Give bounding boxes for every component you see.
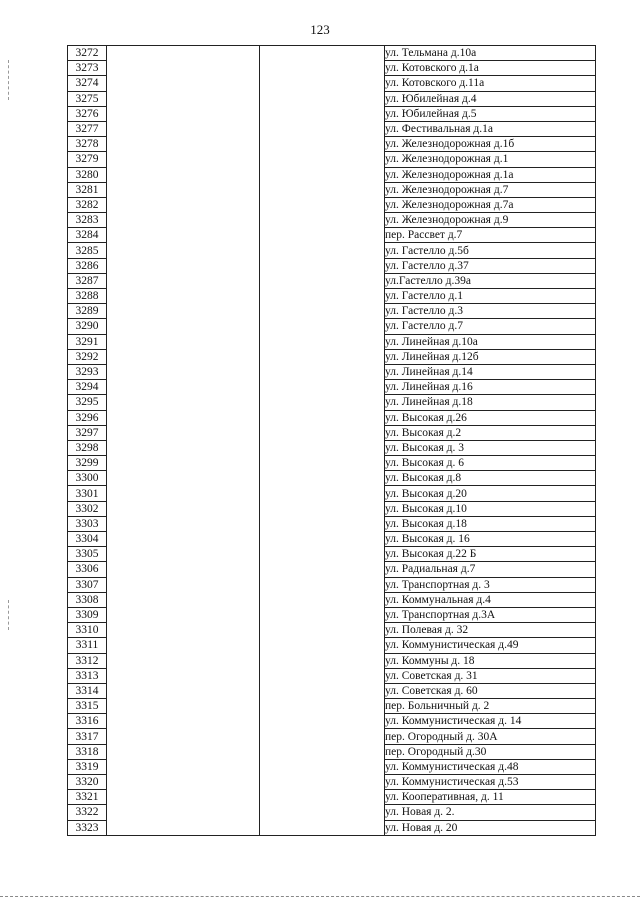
address-cell: ул. Радиальная д.7 bbox=[385, 562, 596, 577]
row-number: 3301 bbox=[68, 486, 107, 501]
row-number: 3297 bbox=[68, 425, 107, 440]
row-number: 3274 bbox=[68, 76, 107, 91]
empty-cell bbox=[107, 273, 260, 288]
empty-cell bbox=[107, 228, 260, 243]
empty-cell bbox=[260, 137, 385, 152]
empty-cell bbox=[107, 638, 260, 653]
empty-cell bbox=[107, 516, 260, 531]
address-cell: ул. Фестивальная д.1а bbox=[385, 121, 596, 136]
address-cell: ул. Высокая д.2 bbox=[385, 425, 596, 440]
empty-cell bbox=[260, 623, 385, 638]
table-row bbox=[68, 456, 596, 471]
row-number: 3280 bbox=[68, 167, 107, 182]
address-cell: ул. Кооперативная, д. 11 bbox=[385, 790, 596, 805]
empty-cell bbox=[260, 182, 385, 197]
empty-cell bbox=[260, 471, 385, 486]
empty-cell bbox=[260, 562, 385, 577]
empty-cell bbox=[107, 577, 260, 592]
table-row bbox=[68, 532, 596, 547]
address-cell: ул. Высокая д.20 bbox=[385, 486, 596, 501]
address-cell: ул. Гастелло д.37 bbox=[385, 258, 596, 273]
table-row bbox=[68, 683, 596, 698]
row-number: 3303 bbox=[68, 516, 107, 531]
address-cell: ул. Высокая д. 16 bbox=[385, 532, 596, 547]
empty-cell bbox=[107, 425, 260, 440]
empty-cell bbox=[260, 106, 385, 121]
empty-cell bbox=[107, 820, 260, 835]
address-cell: ул. Линейная д.12б bbox=[385, 349, 596, 364]
empty-cell bbox=[260, 410, 385, 425]
row-number: 3313 bbox=[68, 668, 107, 683]
empty-cell bbox=[260, 729, 385, 744]
table-row bbox=[68, 410, 596, 425]
address-cell: ул. Юбилейная д.5 bbox=[385, 106, 596, 121]
empty-cell bbox=[260, 744, 385, 759]
empty-cell bbox=[260, 501, 385, 516]
empty-cell bbox=[260, 243, 385, 258]
row-number: 3273 bbox=[68, 61, 107, 76]
address-cell: ул. Котовского д.11а bbox=[385, 76, 596, 91]
address-cell: пер. Рассвет д.7 bbox=[385, 228, 596, 243]
table-row bbox=[68, 137, 596, 152]
address-cell: ул. Коммунальная д.4 bbox=[385, 592, 596, 607]
empty-cell bbox=[107, 152, 260, 167]
row-number: 3288 bbox=[68, 289, 107, 304]
empty-cell bbox=[260, 486, 385, 501]
empty-cell bbox=[260, 213, 385, 228]
table-row bbox=[68, 440, 596, 455]
empty-cell bbox=[260, 714, 385, 729]
empty-cell bbox=[107, 61, 260, 76]
table-row bbox=[68, 623, 596, 638]
empty-cell bbox=[107, 775, 260, 790]
empty-cell bbox=[260, 289, 385, 304]
address-cell: ул. Юбилейная д.4 bbox=[385, 91, 596, 106]
table-row bbox=[68, 91, 596, 106]
table-row bbox=[68, 46, 596, 61]
table-row bbox=[68, 562, 596, 577]
table-row bbox=[68, 547, 596, 562]
table-row bbox=[68, 182, 596, 197]
empty-cell bbox=[260, 440, 385, 455]
empty-cell bbox=[260, 668, 385, 683]
row-number: 3293 bbox=[68, 364, 107, 379]
empty-cell bbox=[260, 805, 385, 820]
row-number: 3272 bbox=[68, 46, 107, 61]
empty-cell bbox=[107, 121, 260, 136]
address-cell: ул. Железнодорожная д.1б bbox=[385, 137, 596, 152]
empty-cell bbox=[107, 759, 260, 774]
address-cell: ул. Линейная д.14 bbox=[385, 364, 596, 379]
table-row bbox=[68, 775, 596, 790]
row-number: 3323 bbox=[68, 820, 107, 835]
scan-footer-line bbox=[0, 896, 640, 897]
empty-cell bbox=[260, 638, 385, 653]
empty-cell bbox=[107, 349, 260, 364]
empty-cell bbox=[107, 46, 260, 61]
address-cell: ул. Линейная д.18 bbox=[385, 395, 596, 410]
empty-cell bbox=[107, 289, 260, 304]
row-number: 3298 bbox=[68, 440, 107, 455]
table-row bbox=[68, 258, 596, 273]
row-number: 3305 bbox=[68, 547, 107, 562]
table-row bbox=[68, 471, 596, 486]
row-number: 3316 bbox=[68, 714, 107, 729]
row-number: 3315 bbox=[68, 699, 107, 714]
address-cell: ул. Железнодорожная д.7а bbox=[385, 197, 596, 212]
empty-cell bbox=[260, 425, 385, 440]
address-cell: ул. Высокая д.22 Б bbox=[385, 547, 596, 562]
empty-cell bbox=[107, 623, 260, 638]
address-cell: ул. Высокая д. 3 bbox=[385, 440, 596, 455]
table-row bbox=[68, 501, 596, 516]
row-number: 3283 bbox=[68, 213, 107, 228]
empty-cell bbox=[260, 790, 385, 805]
table-row bbox=[68, 699, 596, 714]
row-number: 3308 bbox=[68, 592, 107, 607]
table-row bbox=[68, 364, 596, 379]
empty-cell bbox=[260, 820, 385, 835]
empty-cell bbox=[107, 501, 260, 516]
address-cell: ул. Гастелло д.7 bbox=[385, 319, 596, 334]
empty-cell bbox=[107, 653, 260, 668]
empty-cell bbox=[260, 334, 385, 349]
table-row bbox=[68, 805, 596, 820]
row-number: 3312 bbox=[68, 653, 107, 668]
empty-cell bbox=[260, 319, 385, 334]
address-cell: пер. Огородный д. 30А bbox=[385, 729, 596, 744]
row-number: 3277 bbox=[68, 121, 107, 136]
scan-margin-mark bbox=[8, 600, 10, 630]
empty-cell bbox=[260, 456, 385, 471]
empty-cell bbox=[107, 607, 260, 622]
table-row bbox=[68, 380, 596, 395]
scan-margin-mark bbox=[8, 60, 10, 100]
row-number: 3321 bbox=[68, 790, 107, 805]
row-number: 3311 bbox=[68, 638, 107, 653]
empty-cell bbox=[260, 547, 385, 562]
table-row bbox=[68, 744, 596, 759]
row-number: 3276 bbox=[68, 106, 107, 121]
address-cell: ул. Новая д. 2. bbox=[385, 805, 596, 820]
address-cell: ул. Высокая д.8 bbox=[385, 471, 596, 486]
empty-cell bbox=[260, 395, 385, 410]
empty-cell bbox=[107, 456, 260, 471]
row-number: 3318 bbox=[68, 744, 107, 759]
empty-cell bbox=[260, 577, 385, 592]
address-cell: ул. Советская д. 60 bbox=[385, 683, 596, 698]
row-number: 3317 bbox=[68, 729, 107, 744]
address-cell: ул. Железнодорожная д.1а bbox=[385, 167, 596, 182]
empty-cell bbox=[107, 729, 260, 744]
empty-cell bbox=[260, 121, 385, 136]
table-row bbox=[68, 395, 596, 410]
table-row bbox=[68, 106, 596, 121]
address-cell: ул. Советская д. 31 bbox=[385, 668, 596, 683]
empty-cell bbox=[260, 228, 385, 243]
address-cell: ул. Полевая д. 32 bbox=[385, 623, 596, 638]
empty-cell bbox=[107, 91, 260, 106]
empty-cell bbox=[260, 516, 385, 531]
empty-cell bbox=[260, 76, 385, 91]
empty-cell bbox=[260, 759, 385, 774]
table-row bbox=[68, 243, 596, 258]
row-number: 3289 bbox=[68, 304, 107, 319]
address-cell: ул. Высокая д.10 bbox=[385, 501, 596, 516]
address-cell: ул. Высокая д.18 bbox=[385, 516, 596, 531]
row-number: 3275 bbox=[68, 91, 107, 106]
empty-cell bbox=[107, 532, 260, 547]
address-cell: ул. Линейная д.10а bbox=[385, 334, 596, 349]
empty-cell bbox=[107, 380, 260, 395]
empty-cell bbox=[260, 683, 385, 698]
empty-cell bbox=[107, 319, 260, 334]
address-cell: ул. Транспортная д. 3 bbox=[385, 577, 596, 592]
address-cell: ул. Гастелло д.5б bbox=[385, 243, 596, 258]
empty-cell bbox=[107, 167, 260, 182]
address-cell: ул. Высокая д.26 bbox=[385, 410, 596, 425]
table-row bbox=[68, 577, 596, 592]
row-number: 3292 bbox=[68, 349, 107, 364]
row-number: 3302 bbox=[68, 501, 107, 516]
table-row bbox=[68, 638, 596, 653]
row-number: 3281 bbox=[68, 182, 107, 197]
empty-cell bbox=[107, 213, 260, 228]
empty-cell bbox=[107, 304, 260, 319]
empty-cell bbox=[107, 243, 260, 258]
table-row bbox=[68, 319, 596, 334]
address-cell: ул. Гастелло д.1 bbox=[385, 289, 596, 304]
row-number: 3306 bbox=[68, 562, 107, 577]
row-number: 3307 bbox=[68, 577, 107, 592]
empty-cell bbox=[107, 486, 260, 501]
empty-cell bbox=[107, 547, 260, 562]
empty-cell bbox=[260, 258, 385, 273]
table-row bbox=[68, 152, 596, 167]
table-row bbox=[68, 289, 596, 304]
address-cell: ул. Железнодорожная д.7 bbox=[385, 182, 596, 197]
empty-cell bbox=[107, 699, 260, 714]
empty-cell bbox=[107, 395, 260, 410]
row-number: 3310 bbox=[68, 623, 107, 638]
empty-cell bbox=[260, 167, 385, 182]
empty-cell bbox=[107, 258, 260, 273]
empty-cell bbox=[107, 410, 260, 425]
address-cell: ул. Новая д. 20 bbox=[385, 820, 596, 835]
empty-cell bbox=[260, 61, 385, 76]
empty-cell bbox=[107, 197, 260, 212]
address-cell: ул. Железнодорожная д.1 bbox=[385, 152, 596, 167]
empty-cell bbox=[260, 273, 385, 288]
table-row bbox=[68, 121, 596, 136]
table-row bbox=[68, 349, 596, 364]
empty-cell bbox=[107, 790, 260, 805]
empty-cell bbox=[260, 592, 385, 607]
address-table bbox=[67, 45, 596, 836]
empty-cell bbox=[107, 668, 260, 683]
empty-cell bbox=[260, 304, 385, 319]
empty-cell bbox=[107, 334, 260, 349]
row-number: 3304 bbox=[68, 532, 107, 547]
address-table-body bbox=[68, 46, 596, 836]
row-number: 3322 bbox=[68, 805, 107, 820]
address-cell: ул.Гастелло д.39а bbox=[385, 273, 596, 288]
address-cell: ул. Котовского д.1а bbox=[385, 61, 596, 76]
empty-cell bbox=[107, 471, 260, 486]
address-cell: ул. Линейная д.16 bbox=[385, 380, 596, 395]
empty-cell bbox=[260, 46, 385, 61]
row-number: 3309 bbox=[68, 607, 107, 622]
row-number: 3290 bbox=[68, 319, 107, 334]
page-number: 123 bbox=[310, 22, 330, 37]
address-cell: ул. Коммунистическая д.53 bbox=[385, 775, 596, 790]
row-number: 3285 bbox=[68, 243, 107, 258]
table-row bbox=[68, 714, 596, 729]
row-number: 3314 bbox=[68, 683, 107, 698]
row-number: 3299 bbox=[68, 456, 107, 471]
table-row bbox=[68, 425, 596, 440]
table-row bbox=[68, 516, 596, 531]
empty-cell bbox=[107, 76, 260, 91]
address-cell: ул. Тельмана д.10а bbox=[385, 46, 596, 61]
table-row bbox=[68, 76, 596, 91]
table-row bbox=[68, 668, 596, 683]
table-row bbox=[68, 167, 596, 182]
address-cell: пер. Больничный д. 2 bbox=[385, 699, 596, 714]
empty-cell bbox=[260, 197, 385, 212]
table-row bbox=[68, 729, 596, 744]
table-row bbox=[68, 304, 596, 319]
table-row bbox=[68, 653, 596, 668]
table-row bbox=[68, 273, 596, 288]
empty-cell bbox=[260, 380, 385, 395]
address-cell: ул. Коммунистическая д.48 bbox=[385, 759, 596, 774]
empty-cell bbox=[107, 714, 260, 729]
table-row bbox=[68, 607, 596, 622]
row-number: 3278 bbox=[68, 137, 107, 152]
row-number: 3291 bbox=[68, 334, 107, 349]
empty-cell bbox=[260, 91, 385, 106]
row-number: 3287 bbox=[68, 273, 107, 288]
empty-cell bbox=[260, 607, 385, 622]
empty-cell bbox=[260, 699, 385, 714]
row-number: 3284 bbox=[68, 228, 107, 243]
address-cell: ул. Коммунистическая д. 14 bbox=[385, 714, 596, 729]
address-cell: пер. Огородный д.30 bbox=[385, 744, 596, 759]
table-row bbox=[68, 790, 596, 805]
empty-cell bbox=[260, 364, 385, 379]
table-row bbox=[68, 228, 596, 243]
row-number: 3295 bbox=[68, 395, 107, 410]
row-number: 3320 bbox=[68, 775, 107, 790]
row-number: 3296 bbox=[68, 410, 107, 425]
table-row bbox=[68, 197, 596, 212]
empty-cell bbox=[260, 152, 385, 167]
address-cell: ул. Транспортная д.3А bbox=[385, 607, 596, 622]
table-row bbox=[68, 486, 596, 501]
table-row bbox=[68, 334, 596, 349]
row-number: 3294 bbox=[68, 380, 107, 395]
row-number: 3319 bbox=[68, 759, 107, 774]
empty-cell bbox=[260, 653, 385, 668]
address-cell: ул. Гастелло д.3 bbox=[385, 304, 596, 319]
empty-cell bbox=[107, 106, 260, 121]
table-row bbox=[68, 592, 596, 607]
empty-cell bbox=[107, 592, 260, 607]
table-row bbox=[68, 213, 596, 228]
table-row bbox=[68, 61, 596, 76]
table-row bbox=[68, 759, 596, 774]
empty-cell bbox=[107, 562, 260, 577]
empty-cell bbox=[260, 349, 385, 364]
row-number: 3279 bbox=[68, 152, 107, 167]
address-cell: ул. Железнодорожная д.9 bbox=[385, 213, 596, 228]
address-cell: ул. Высокая д. 6 bbox=[385, 456, 596, 471]
address-cell: ул. Коммунистическая д.49 bbox=[385, 638, 596, 653]
empty-cell bbox=[107, 364, 260, 379]
empty-cell bbox=[260, 532, 385, 547]
empty-cell bbox=[107, 137, 260, 152]
row-number: 3286 bbox=[68, 258, 107, 273]
empty-cell bbox=[107, 805, 260, 820]
table-row bbox=[68, 820, 596, 835]
empty-cell bbox=[260, 775, 385, 790]
empty-cell bbox=[107, 683, 260, 698]
row-number: 3282 bbox=[68, 197, 107, 212]
address-cell: ул. Коммуны д. 18 bbox=[385, 653, 596, 668]
empty-cell bbox=[107, 744, 260, 759]
empty-cell bbox=[107, 440, 260, 455]
row-number: 3300 bbox=[68, 471, 107, 486]
empty-cell bbox=[107, 182, 260, 197]
